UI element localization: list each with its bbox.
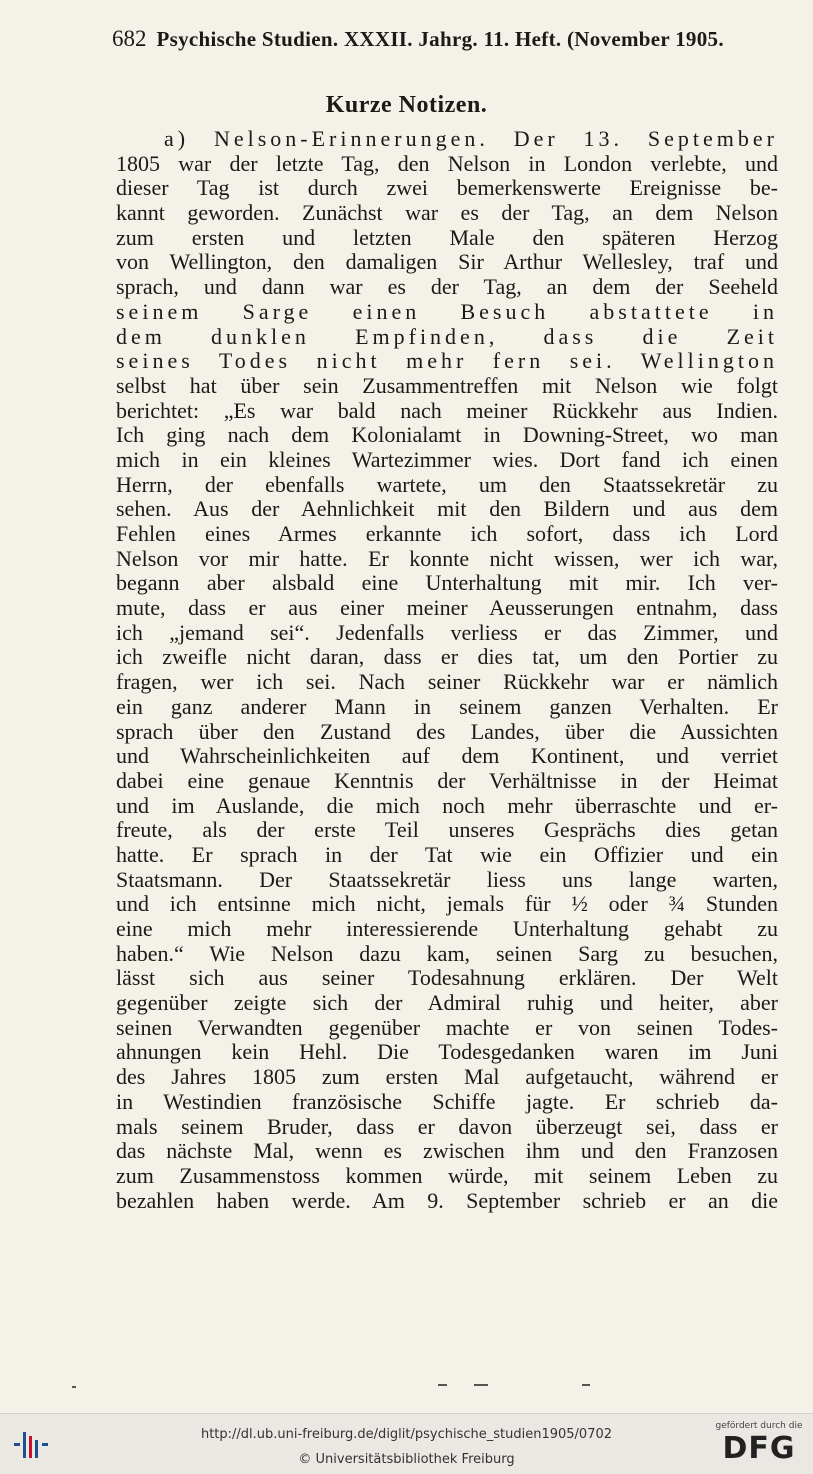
text-line: gegenüber zeigte sich der Admiral ruhig und heiter, aber <box>116 991 778 1016</box>
text-line: Staatsmann. Der Staatssekretär liess uns lange warten, <box>116 867 778 892</box>
print-mark <box>474 1384 488 1386</box>
text-line: und Wahrscheinlichkeiten auf dem Kontinent, und verriet <box>116 744 778 769</box>
text-line: mute, dass er aus einer meiner Aeusserungen entnahm, dass <box>116 596 778 621</box>
text-line: fragen, wer ich sei. Nach seiner Rückkehr war er nämlich <box>116 670 778 695</box>
text-line: zum ersten und letzten Male den späteren Herzog <box>116 225 778 250</box>
text-line: a) Nelson-Erinnerungen. Der 13. September <box>164 127 778 151</box>
text-line: sehen. Aus der Aehnlichkeit mit den Bildern und aus dem <box>116 497 778 522</box>
print-mark <box>582 1384 590 1386</box>
text-line: Ich ging nach dem Kolonialamt in Downing-Street, wo man <box>116 423 778 448</box>
page-number: 682 <box>112 26 147 51</box>
section-title: Kurze Notizen. <box>325 92 488 118</box>
text-line: lässt sich aus seiner Todesahnung erklären. Der Welt <box>116 966 778 991</box>
text-line: dem dunklen Empfinden, dass die Zeit <box>116 324 778 349</box>
text-line: Nelson vor mir hatte. Er konnte nicht wissen, wer ich war, <box>116 546 778 571</box>
text-line: von Wellington, den damaligen Sir Arthur Wellesley, traf und <box>116 250 778 275</box>
print-mark <box>438 1384 447 1386</box>
text-line: des Jahres 1805 zum ersten Mal aufgetaucht, während er <box>116 1065 778 1090</box>
body-text <box>116 127 778 1213</box>
text-line: mich in ein kleines Wartezimmer wies. Dort fand ich einen <box>116 447 778 472</box>
text-line: sprach über den Zustand des Landes, über die Aussichten <box>116 719 778 744</box>
text-line: hatte. Er sprach in der Tat wie ein Offizier und ein <box>116 842 778 867</box>
text-line: ein ganz anderer Mann in seinem ganzen Verhalten. Er <box>116 694 778 719</box>
text-line: zum Zusammenstoss kommen würde, mit seinem Leben zu <box>116 1163 778 1188</box>
text-line: selbst hat über sein Zusammentreffen mit Nelson wie folgt <box>116 373 778 398</box>
running-header <box>112 26 780 54</box>
text-line: ich zweifle nicht daran, dass er dies tat, um den Portier zu <box>116 645 778 670</box>
text-line: ahnungen kein Hehl. Die Todesgedanken waren im Juni <box>116 1040 778 1065</box>
text-line: berichtet: „Es war bald nach meiner Rückkehr aus Indien. <box>116 398 778 423</box>
text-line: mals seinem Bruder, dass er davon überzeugt sei, dass er <box>116 1114 778 1139</box>
copyright-notice: © Universitätsbibliothek Freiburg <box>298 1452 515 1467</box>
text-line: seinem Sarge einen Besuch abstattete in <box>116 299 778 324</box>
text-line: ich „jemand sei“. Jedenfalls verliess er das Zimmer, und <box>116 620 778 645</box>
text-line: eine mich mehr interessierende Unterhaltung gehabt zu <box>116 917 778 941</box>
dfg-logo <box>715 1420 803 1470</box>
running-title: Psychische Studien. XXXII. Jahrg. 11. Heft. (November 1905. <box>156 27 724 51</box>
text-line: Fehlen eines Armes erkannte ich sofort, dass ich Lord <box>116 522 778 546</box>
text-line: begann aber alsbald eine Unterhaltung mit mir. Ich ver- <box>116 571 778 596</box>
text-line: sprach, und dann war es der Tag, an dem der Seeheld <box>116 275 778 300</box>
text-line: 1805 war der letzte Tag, den Nelson in London verlebte, und <box>116 151 778 176</box>
dfg-logo-text: DFG <box>722 1431 796 1466</box>
text-line: und ich entsinne mich nicht, jemals für ½ oder ¾ Stunden <box>116 892 778 917</box>
text-line: dabei eine genaue Kenntnis der Verhältnisse in der Heimat <box>116 768 778 793</box>
text-line: haben.“ Wie Nelson dazu kam, seinen Sarg zu besuchen, <box>116 941 778 966</box>
text-line: seinen Verwandten gegenüber machte er von seinen Todes- <box>116 1015 778 1040</box>
print-mark <box>72 1386 76 1388</box>
print-marks <box>0 1384 813 1390</box>
viewer-footer <box>0 1413 813 1474</box>
text-line: kannt geworden. Zunächst war es der Tag, an dem Nelson <box>116 201 778 226</box>
text-line: seines Todes nicht mehr fern sei. Wellington <box>116 349 778 374</box>
sponsor-caption: gefördert durch die <box>715 1421 803 1431</box>
text-line: freute, als der erste Teil unseres Gesprächs dies getan <box>116 818 778 843</box>
text-line: dieser Tag ist durch zwei bemerkenswerte Ereignisse be- <box>116 176 778 201</box>
text-line: bezahlen haben werde. Am 9. September schrieb er an die <box>116 1188 778 1213</box>
text-line: und im Auslande, die mich noch mehr überraschte und er- <box>116 793 778 818</box>
document-url[interactable]: http://dl.ub.uni-freiburg.de/diglit/psychische_studien1905/0702 <box>200 1427 613 1442</box>
text-line: Herrn, der ebenfalls wartete, um den Staatssekretär zu <box>116 472 778 497</box>
text-line: in Westindien französische Schiffe jagte. Er schrieb da- <box>116 1089 778 1114</box>
text-line: das nächste Mal, wenn es zwischen ihm und den Franzosen <box>116 1139 778 1164</box>
